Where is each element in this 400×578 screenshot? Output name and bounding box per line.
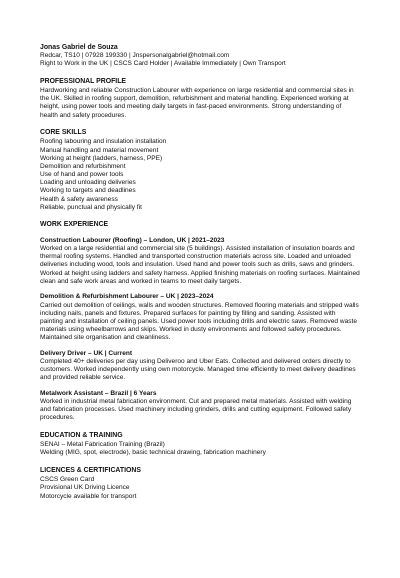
licence-item: Motorcycle available for transport	[40, 492, 137, 500]
licence-item: CSCS Green Card	[40, 476, 95, 484]
licences-section	[40, 467, 360, 501]
job-title: Construction Labourer (Roofing) – London, UK | 2021–2023	[40, 236, 225, 244]
job-description: Carried out demolition of ceilings, walls and wooden structures. Removed flooring materials and stripped walls including nails, panels and fixtures. Prepared surfaces for painting by filling and sanding. Assisted with painting and installation of ceiling panels. Used power tools including drills and electric saws. Removed waste materials using wheelbarrows and skips. Worked in dusty environments and followed safety procedures. Maintained site organisation and cleanliness.	[40, 301, 359, 342]
job-entry	[40, 237, 360, 286]
skills-list	[40, 138, 360, 211]
education-section	[40, 432, 360, 457]
education-item: Welding (MIG, spot, electrode), basic technical drawing, fabrication machinery	[40, 449, 266, 457]
skill-item: Loading and unloading deliveries	[40, 179, 136, 187]
job-description: Completed 40+ deliveries per day using Deliveroo and Uber Eats. Collected and delivered orders directly to customers. Worked independently using own motorcycle. Managed time efficiently to meet delivery deadlines and provided reliable service.	[40, 358, 356, 382]
job-description: Worked on a large residential and commercial site (5 buildings). Assisted installation of insulation boards and thermal roofing systems. Handled and transported construction materials across site. Loaded and unloaded deliveries including wood, tools and insulation. Used hand and power tools such as drills, saws and grinders. Worked at height using ladders and safety harness. Applied finishing materials on roofing surfaces. Maintained clean and safe work areas and worked in teams to meet daily targets.	[40, 245, 360, 285]
job-entry	[40, 293, 360, 342]
contact-line: Redcar, TS10 | 07928 199330 | Jnspersonalgabriel@hotmail.com	[40, 52, 230, 60]
cv-header	[40, 44, 360, 68]
education-list	[40, 441, 360, 457]
skill-item: Manual handling and material movement	[40, 146, 159, 154]
job-description: Worked in industrial metal fabrication environment. Cut and prepared metal materials. Assisted with welding and fabrication processes. Used machinery including grinders, drills and cutting equipment. Followed safety procedures.	[40, 398, 352, 422]
profile-section	[40, 78, 360, 120]
skill-item: Working to targets and deadlines	[40, 187, 136, 195]
profile-text: Hardworking and reliable Construction Labourer with experience on large residential and commercial sites in the UK. Skilled in roofing support, demolition, refurbishment and material handling. Experienced working at height, using power tools and meeting daily targets in fast-paced environments. Strong understanding of health and safety procedures.	[40, 87, 354, 119]
skills-section	[40, 129, 360, 212]
experience-heading: WORK EXPERIENCE	[40, 221, 109, 229]
skill-item: Demolition and refurbishment	[40, 162, 126, 170]
education-item: SENAI – Metal Fabrication Training (Brazil)	[40, 441, 165, 449]
skill-item: Roofing labouring and insulation installation	[40, 138, 167, 146]
job-title: Metalwork Assistant – Brazil | 6 Years	[40, 389, 157, 397]
licence-item: Provisional UK Driving Licence	[40, 484, 130, 492]
skill-item: Working at height (ladders, harness, PPE)	[40, 154, 163, 162]
job-title: Delivery Driver – UK | Current	[40, 349, 133, 357]
skill-item: Health & safety awareness	[40, 195, 118, 203]
profile-heading: PROFESSIONAL PROFILE	[40, 77, 127, 85]
education-heading: EDUCATION & TRAINING	[40, 432, 123, 440]
skill-item: Use of hand and power tools	[40, 171, 124, 179]
job-entry	[40, 390, 360, 423]
licences-heading: LICENCES & CERTIFICATIONS	[40, 467, 141, 475]
experience-section	[40, 221, 360, 422]
licences-list	[40, 476, 360, 500]
candidate-name: Jonas Gabriel de Souza	[40, 44, 118, 51]
job-entry	[40, 350, 360, 383]
availability-line: Right to Work in the UK | CSCS Card Holder | Available Immediately | Own Transport	[40, 60, 286, 68]
job-title: Demolition & Refurbishment Labourer – UK | 2023–2024	[40, 293, 214, 301]
skill-item: Reliable, punctual and physically fit	[40, 203, 142, 211]
skills-heading: CORE SKILLS	[40, 129, 87, 137]
